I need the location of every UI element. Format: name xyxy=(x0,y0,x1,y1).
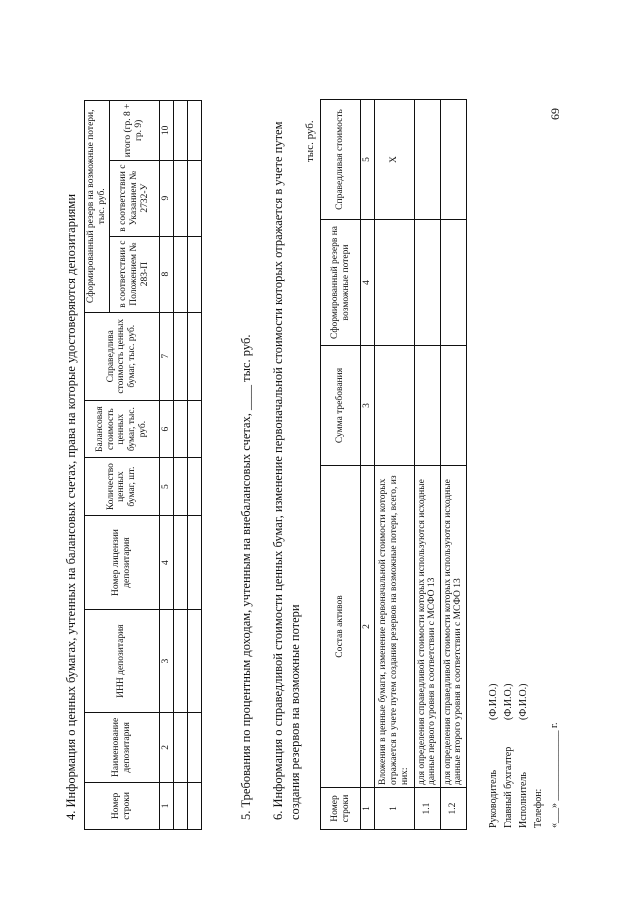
hdr-reserve-2732: в соответствии с Указанием № 2732-У xyxy=(109,160,159,236)
section5-text: 5. Требования по процентным доходам, учтенным на внебалансовых счетах, ____ тыс. руб. xyxy=(239,334,253,820)
section6-title-line1: 6. Информация о справедливой стоимости ценных бумаг, изменение первоначальной стоимости которых отражается в учете путем xyxy=(271,121,285,820)
colnum: 4 xyxy=(159,515,173,609)
hdr-fair-value: Справедлива стоимость ценных бумаг, тыс. руб. xyxy=(85,312,160,400)
hdr-row-no: Номер строки xyxy=(321,788,361,830)
section6-table xyxy=(320,99,467,830)
hdr-inn: ИНН депозитария xyxy=(85,610,160,713)
page-number: 69 xyxy=(548,108,562,120)
section4-col-numbers xyxy=(159,101,173,830)
sig-accountant: Главный бухгалтер xyxy=(503,746,514,828)
table-row xyxy=(440,100,466,830)
row-no: 1.2 xyxy=(440,788,466,830)
hdr-license: Номер лицензии депозитария xyxy=(85,515,160,609)
row-fair: X xyxy=(374,100,414,220)
section6-title-line2: создания резервов на возможные потери xyxy=(288,604,302,820)
rotated-page xyxy=(56,50,576,850)
colnum: 3 xyxy=(159,610,173,713)
row-text: Вложения в ценные бумаги, изменение первоначальной стоимости которых отражается в учете путем создания резервов на возможные потери, всего, из них: xyxy=(374,466,414,788)
sig-phone: Телефон: xyxy=(533,788,544,828)
hdr-assets: Состав активов xyxy=(321,466,361,788)
table-row xyxy=(187,101,201,830)
table-row xyxy=(173,101,187,830)
hdr-row-no: Номер строки xyxy=(85,782,160,829)
sig-executor: Исполнитель xyxy=(518,772,529,828)
colnum: 10 xyxy=(159,101,173,161)
hdr-reserve: Сформированный резерв на возможные потери xyxy=(321,220,361,346)
row-no: 1 xyxy=(374,788,414,830)
section4-table xyxy=(84,100,202,830)
sig-accountant-fio: (Ф.И.О.) xyxy=(503,683,514,720)
colnum: 9 xyxy=(159,160,173,236)
row-no: 1.1 xyxy=(414,788,440,830)
sig-date: «___» ______________ г. xyxy=(549,722,560,828)
colnum: 8 xyxy=(159,236,173,312)
hdr-book-value: Балансовая стоимость ценных бумаг, тыс. руб. xyxy=(85,400,160,457)
section4-title: 4. Информация о ценных бумагах, учтенных на балансовых счетах, права на которые удостоверяются депозитариями xyxy=(64,193,78,820)
colnum: 6 xyxy=(159,400,173,457)
section6-col-numbers xyxy=(361,100,375,830)
row-fair xyxy=(440,100,466,220)
colnum: 5 xyxy=(361,100,375,220)
section6-unit: тыс. руб. xyxy=(304,120,316,162)
hdr-fair: Справедливая стоимость xyxy=(321,100,361,220)
hdr-claim: Сумма требования xyxy=(321,346,361,466)
colnum: 5 xyxy=(159,458,173,515)
hdr-reserve: Сформированный резерв на возможные потери, тыс. руб. xyxy=(85,101,110,313)
row-text: для определения справедливой стоимости которых используются исходные данные второго уровня в соответствии с МСФО 13 xyxy=(440,466,466,788)
colnum: 4 xyxy=(361,220,375,346)
row-text: для определения справедливой стоимости которых используются исходные данные первого уровня в соответствии с МСФО 13 xyxy=(414,466,440,788)
sig-executor-fio: (Ф.И.О.) xyxy=(518,683,529,720)
hdr-reserve-283: в соответствии с Положением № 283-П xyxy=(109,236,159,312)
colnum: 7 xyxy=(159,312,173,400)
sig-head: Руководитель xyxy=(488,769,499,828)
hdr-depo-name: Наименование депозитария xyxy=(85,712,160,782)
table-row xyxy=(374,100,414,830)
colnum: 1 xyxy=(361,788,375,830)
hdr-total: итого (гр. 8 + гр. 9) xyxy=(109,101,159,161)
colnum: 2 xyxy=(159,712,173,782)
colnum: 1 xyxy=(159,782,173,829)
sig-head-fio: (Ф.И.О.) xyxy=(488,683,499,720)
colnum: 2 xyxy=(361,466,375,788)
hdr-qty: Количество ценных бумаг, шт. xyxy=(85,458,160,515)
colnum: 3 xyxy=(361,346,375,466)
table-row xyxy=(414,100,440,830)
row-fair xyxy=(414,100,440,220)
